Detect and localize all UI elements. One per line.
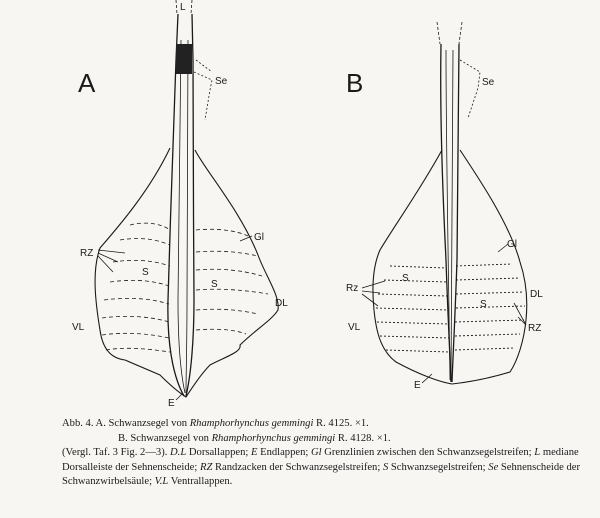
label-b-e: E bbox=[414, 380, 421, 391]
panel-b-label: B bbox=[346, 68, 364, 98]
caption-a-suffix: R. 4125. ×1. bbox=[313, 418, 369, 429]
abbr-key: S bbox=[382, 461, 389, 473]
label-b-s-left: S bbox=[402, 273, 409, 284]
label-a-e: E bbox=[168, 398, 175, 409]
caption-a-species: Rhamphorhynchus gemmingi bbox=[189, 418, 314, 429]
caption-b-species: Rhamphorhynchus gemmingi bbox=[211, 432, 336, 444]
label-a-vl: VL bbox=[72, 322, 85, 333]
abbr-text: Grenzlinien zwischen den Schwanzsegelstreifen; bbox=[321, 447, 535, 459]
abbr-key: D.L bbox=[170, 447, 187, 459]
label-b-s-right: S bbox=[480, 299, 487, 310]
caption-legend bbox=[62, 446, 582, 490]
label-b-gl: Gl bbox=[507, 239, 517, 250]
abbr-text: Schwanzsegelstreifen; bbox=[388, 461, 489, 473]
label-b-dl: DL bbox=[530, 289, 543, 300]
label-a-s-right: S bbox=[211, 279, 218, 290]
figure-caption bbox=[62, 417, 582, 490]
abbr-text: Ventrallappen. bbox=[168, 476, 233, 488]
abbr-text: Randzacken der Schwanzsegelstreifen; bbox=[212, 461, 383, 473]
abbr-key: Gl bbox=[311, 447, 322, 459]
caption-line-b bbox=[62, 432, 582, 447]
label-a-rz: RZ bbox=[80, 248, 94, 259]
label-a-dl: DL bbox=[275, 298, 288, 309]
abbr-text: Endlappen; bbox=[257, 447, 311, 459]
label-a-l: L bbox=[180, 2, 186, 13]
abbr-key: RZ bbox=[199, 461, 213, 473]
panel-a-drawing bbox=[95, 0, 278, 400]
label-a-s-left: S bbox=[142, 267, 149, 278]
abbr-key: V.L bbox=[154, 476, 169, 488]
label-b-rz-left: Rz bbox=[346, 283, 359, 294]
caption-line-a bbox=[62, 417, 582, 432]
label-a-gl: Gl bbox=[254, 232, 264, 243]
label-b-rz-right: RZ bbox=[528, 323, 542, 334]
panel-b-drawing bbox=[362, 22, 527, 384]
label-b-se: Se bbox=[482, 77, 495, 88]
panel-a-label: A bbox=[78, 68, 96, 98]
abbr-key: Se bbox=[488, 461, 499, 473]
abbr-text: Sehnenscheide der Schwanzwirbelsäule; bbox=[62, 461, 581, 488]
label-b-vl: VL bbox=[348, 322, 361, 333]
caption-a-prefix: Abb. 4. A. Schwanzsegel von bbox=[62, 418, 190, 429]
caption-b-prefix: B. Schwanzsegel von bbox=[118, 432, 212, 444]
caption-ref: (Vergl. Taf. 3 Fig. 2—3). bbox=[62, 447, 171, 459]
label-a-se: Se bbox=[215, 76, 228, 87]
abbr-text: Dorsallappen; bbox=[186, 447, 251, 459]
caption-b-suffix: R. 4128. ×1. bbox=[335, 432, 391, 444]
abbr-key: L bbox=[534, 447, 541, 459]
abbr-key: E bbox=[250, 447, 258, 459]
abbr-text: mediane Dorsalleiste der Sehnenscheide; bbox=[62, 447, 579, 473]
